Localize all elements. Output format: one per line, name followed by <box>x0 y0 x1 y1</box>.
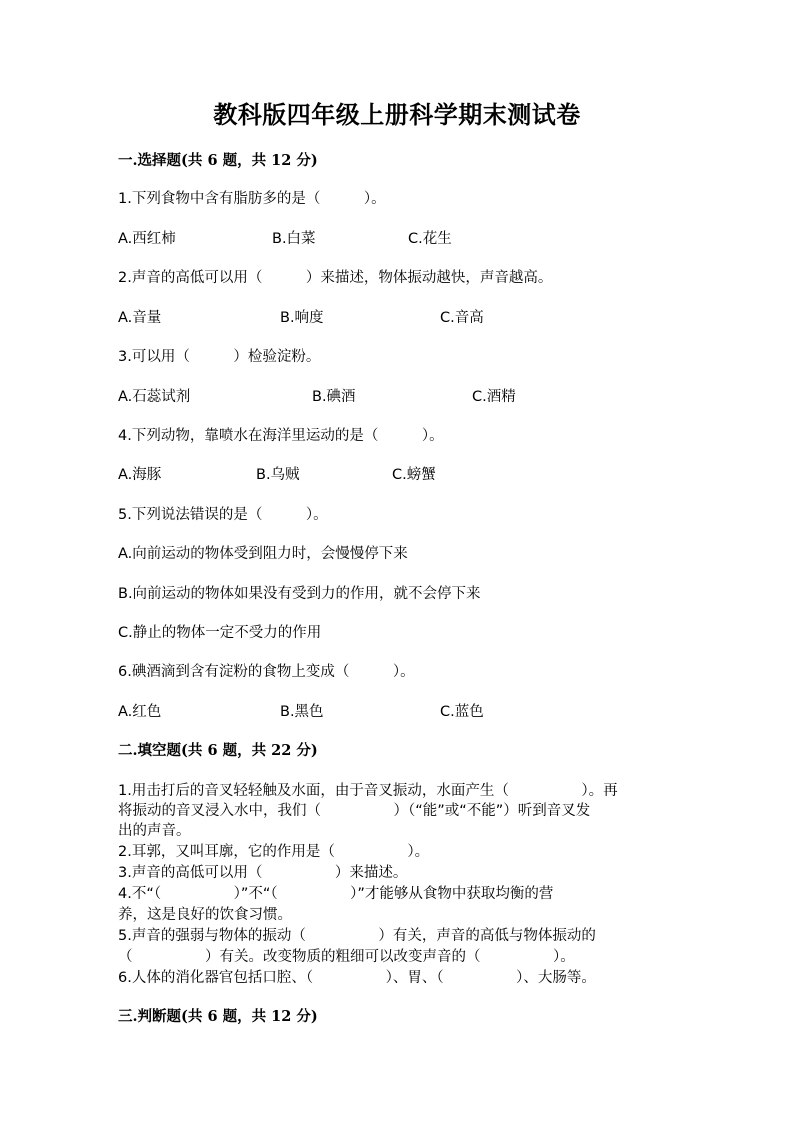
option-2a: A.音量 <box>118 310 162 326</box>
section-heading-judge: 三.判断题(共 6 题，共 12 分) <box>118 1008 318 1025</box>
option-6c: C.蓝色 <box>440 704 484 720</box>
option-1a: A.西红柿 <box>118 231 176 247</box>
question-6: 6.碘酒滴到含有淀粉的食物上变成（ ）。 <box>118 664 415 680</box>
question-4: 4.下列动物，靠喷水在海洋里运动的是（ ）。 <box>118 428 444 444</box>
option-6b: B.黑色 <box>280 704 324 720</box>
option-3b: B.碘酒 <box>312 389 356 405</box>
fill-line-5: 3.声音的高低可以用（ ）来描述。 <box>118 865 408 881</box>
section-heading-choice: 一.选择题(共 6 题，共 12 分) <box>118 152 318 169</box>
fill-line-7: 养，这是良好的饮食习惯。 <box>118 907 292 923</box>
question-1: 1.下列食物中含有脂肪多的是（ ）。 <box>118 191 386 207</box>
option-3a: A.石蕊试剂 <box>118 389 191 405</box>
option-5c: C.静止的物体一定不受力的作用 <box>118 625 322 641</box>
option-1b: B.白菜 <box>272 231 316 247</box>
option-4a: A.海豚 <box>118 467 162 483</box>
option-2c: C.音高 <box>440 310 484 326</box>
fill-line-10: 6.人体的消化器官包括口腔、（ ）、胃、（ ）、大肠等。 <box>118 970 596 986</box>
question-5: 5.下列说法错误的是（ ）。 <box>118 507 328 523</box>
option-4b: B.乌贼 <box>256 467 300 483</box>
fill-line-9: （ ）有关。改变物质的粗细可以改变声音的（ ）。 <box>118 949 575 965</box>
option-5a: A.向前运动的物体受到阻力时，会慢慢停下来 <box>118 546 408 562</box>
fill-line-2: 将振动的音叉浸入水中，我们（ ）（“能”或“不能”）听到音叉发 <box>118 803 591 819</box>
fill-line-1: 1.用击打后的音叉轻轻触及水面，由于音叉振动，水面产生（ ）。再 <box>118 783 618 799</box>
page-title: 教科版四年级上册科学期末测试卷 <box>213 100 581 129</box>
option-5b: B.向前运动的物体如果没有受到力的作用，就不会停下来 <box>118 586 481 602</box>
section-heading-fill: 二.填空题(共 6 题，共 22 分) <box>118 742 318 759</box>
option-3c: C.酒精 <box>472 389 516 405</box>
fill-line-4: 2.耳郭，又叫耳廓，它的作用是（ ）。 <box>118 844 430 860</box>
fill-line-6: 4.不“（ ）”不“（ ）”才能够从食物中获取均衡的营 <box>118 886 554 902</box>
option-2b: B.响度 <box>280 310 324 326</box>
option-4c: C.螃蟹 <box>392 467 436 483</box>
question-2: 2.声音的高低可以用（ ）来描述，物体振动越快，声音越高。 <box>118 270 553 286</box>
option-1c: C.花生 <box>408 231 452 247</box>
fill-line-3: 出的声音。 <box>118 823 191 839</box>
option-6a: A.红色 <box>118 704 162 720</box>
question-3: 3.可以用（ ）检验淀粉。 <box>118 349 321 365</box>
fill-line-8: 5.声音的强弱与物体的振动（ ）有关，声音的高低与物体振动的 <box>118 928 596 944</box>
